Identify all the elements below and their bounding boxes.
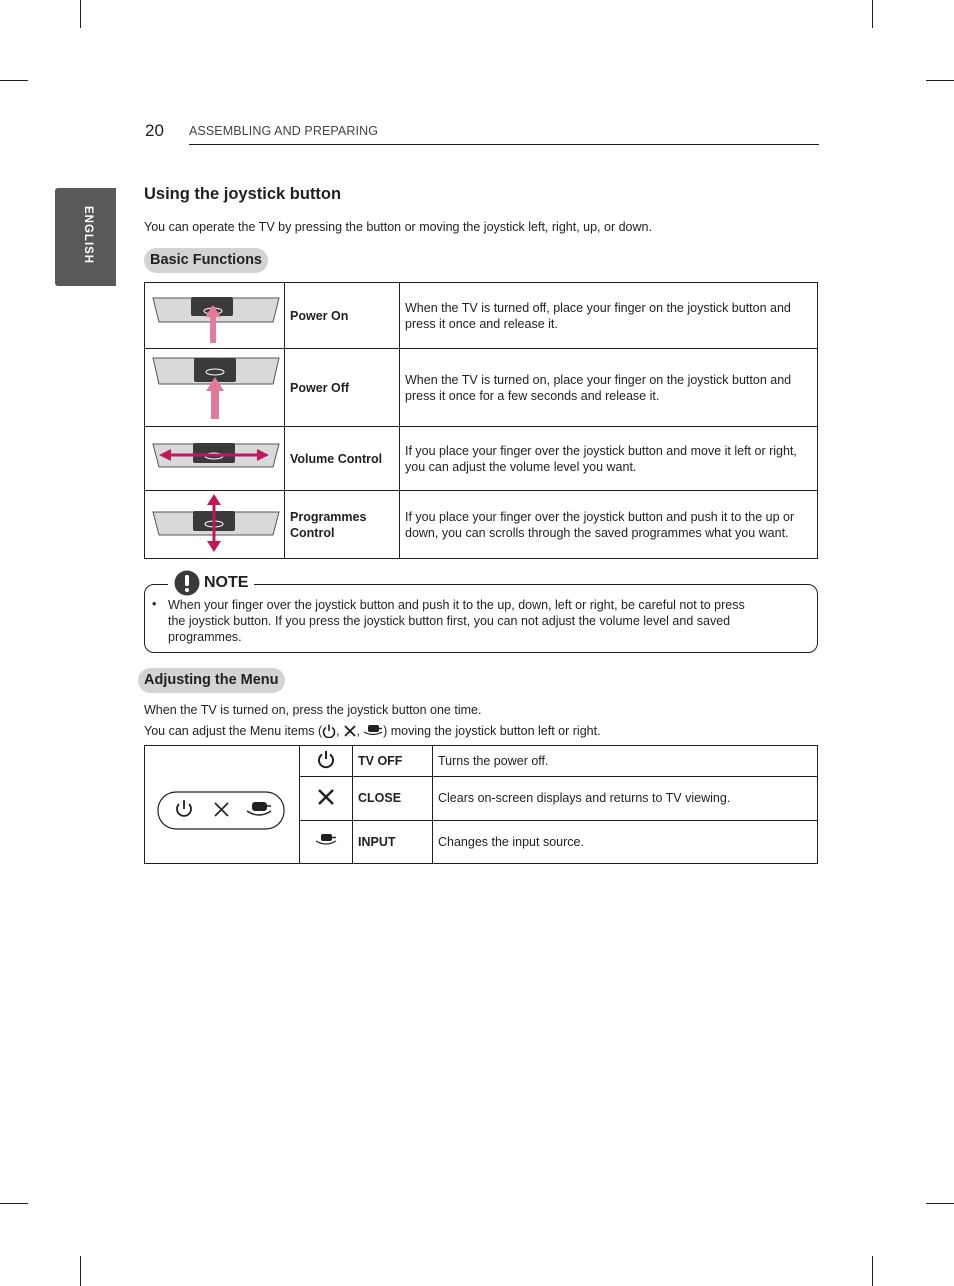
power-icon: [316, 750, 336, 770]
basic-functions-heading: Basic Functions: [144, 248, 268, 273]
header-rule: [189, 144, 819, 145]
crop-mark: [872, 0, 873, 28]
joystick-illustration-volume: [145, 427, 285, 491]
menu-instruction-2-before: You can adjust the Menu items (: [144, 724, 323, 738]
menu-instruction-2: [144, 724, 601, 738]
close-icon: [317, 789, 335, 805]
page-number: 20: [145, 121, 164, 140]
row-label: Power Off: [285, 349, 400, 427]
joystick-illustration-programmes: [145, 491, 285, 559]
row-description: When the TV is turned off, place your finger on the joystick button and press it once and release it.: [400, 283, 818, 349]
joystick-illustration-power-on: [145, 283, 285, 349]
menu-item-label: INPUT: [353, 820, 433, 863]
menu-item-icon-cell: [300, 820, 353, 863]
menu-item-description: Turns the power off.: [433, 746, 818, 777]
row-description: If you place your finger over the joystick button and move it left or right, you can adjust the volume level you want.: [400, 427, 818, 491]
intro-text: You can operate the TV by pressing the button or moving the joystick left, right, up, or down.: [144, 220, 652, 234]
row-label: Power On: [285, 283, 400, 349]
table-row: [145, 349, 818, 427]
menu-bar-illustration: [145, 746, 300, 864]
language-tab: [55, 188, 116, 286]
adjusting-menu-heading: Adjusting the Menu: [138, 668, 285, 693]
menu-items-table: [144, 745, 818, 864]
language-tab-label: ENGLISH: [82, 206, 94, 265]
menu-instruction-2-sep: ,: [356, 724, 361, 738]
crop-mark: [926, 1203, 954, 1204]
menu-item-label: CLOSE: [353, 777, 433, 820]
row-description: When the TV is turned on, place your finger on the joystick button and press it once for a few seconds and release it.: [400, 349, 818, 427]
input-icon: [315, 832, 337, 848]
crop-mark: [0, 1203, 28, 1204]
note-header: [168, 568, 254, 598]
crop-mark: [80, 1256, 81, 1286]
crop-mark: [926, 80, 954, 81]
menu-item-description: Clears on-screen displays and returns to TV viewing.: [433, 777, 818, 820]
joystick-illustration-power-off: [145, 349, 285, 427]
menu-item-icon-cell: [300, 777, 353, 820]
crop-mark: [80, 0, 81, 28]
basic-functions-table: [144, 282, 818, 559]
page-title: Using the joystick button: [144, 185, 342, 203]
section-heading: ASSEMBLING AND PREPARING: [189, 124, 379, 138]
row-label: Volume Control: [285, 427, 400, 491]
table-row: [145, 427, 818, 491]
table-row: [145, 746, 818, 777]
power-icon: [322, 724, 336, 738]
row-description: If you place your finger over the joystick button and push it to the up or down, you can scrolls through the saved programmes what you want.: [400, 491, 818, 559]
warning-icon: [174, 570, 200, 596]
menu-item-icon-cell: [300, 746, 353, 777]
menu-instruction-2-sep: ,: [336, 724, 340, 738]
note-bullet: •: [152, 597, 157, 611]
input-icon: [363, 724, 383, 738]
row-label: Programmes Control: [285, 491, 400, 559]
crop-mark: [0, 80, 28, 81]
note-text: When your finger over the joystick button and push it to the up, down, left or right, be careful not to press the joystick button. If you press the joystick button first, you can not adjust the volume level and saved programmes.: [168, 598, 745, 644]
table-row: [145, 491, 818, 559]
table-row: [145, 283, 818, 349]
menu-item-description: Changes the input source.: [433, 820, 818, 863]
menu-instruction-2-after: ) moving the joystick button left or right.: [383, 724, 601, 738]
close-icon: [343, 725, 357, 737]
menu-item-label: TV OFF: [353, 746, 433, 777]
menu-instruction-1: When the TV is turned on, press the joystick button one time.: [144, 703, 482, 717]
crop-mark: [872, 1256, 873, 1286]
note-heading: NOTE: [204, 574, 249, 591]
